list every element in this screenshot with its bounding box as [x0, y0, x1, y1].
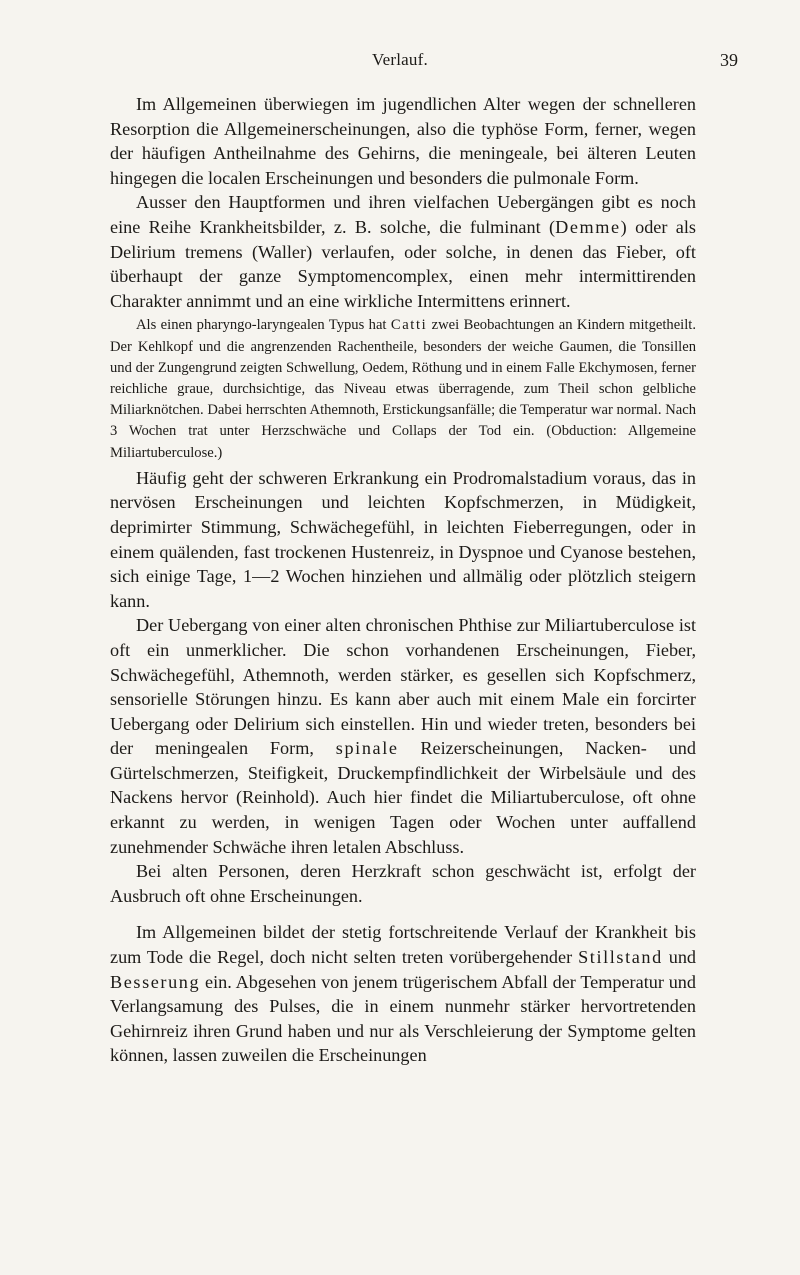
text-run: Im Allgemeinen bildet der stetig fortschreitende Verlauf der Krankheit bis zum Tode die Regel, doch nicht selten treten vorübergehender: [110, 922, 696, 968]
page-body: [110, 92, 696, 1068]
text-run: ) verlaufen, oder solche, in denen das Fieber, oft überhaupt der ganze Symptomencomplex, einen mehr intermittirenden Charakter annimmt und an eine wirkliche Intermittens erinnert.: [110, 241, 696, 311]
paragraph-4: Häufig geht der schweren Erkrankung ein Prodromalstadium voraus, das in nervösen Erscheinungen und leichten Kopfschmerzen, in Müdigkeit, deprimirter Stimmung, Schwächegefühl, in leichten Fieberregungen, oder in einem quälenden, fast trockenen Hustenreiz, in Dyspnoe und Cyanose bestehen, sich einige Tage, 1—2 Wochen hinziehen und allmälig oder plötzlich steigern kann.: [110, 467, 696, 611]
text-run: Als einen pharyngo-laryngealen Typus hat: [136, 317, 391, 334]
emphasized-term: Besserung: [110, 971, 201, 992]
text-run: Reizerscheinungen, Nacken- und Gürtelschmerzen, Steifigkeit, Druckempfindlichkeit der Wirbelsäule und des Nackens hervor (: [110, 738, 696, 808]
page-header: [0, 50, 800, 76]
paragraph-6: Bei alten Personen, deren Herzkraft schon geschwächt ist, erfolgt der Ausbruch oft ohne Erscheinungen.: [110, 861, 696, 906]
author-name: Demme: [555, 216, 621, 237]
author-name: Waller: [258, 241, 307, 262]
running-head: Verlauf.: [372, 50, 428, 69]
text-run: Ausser den Hauptformen und ihren vielfachen Uebergängen gibt es noch eine Reihe Krankheitsbilder, z. B. solche, die fulminant (: [110, 192, 696, 237]
text-run: ein. Abgesehen von jenem trügerischem Abfall der Temperatur und Verlangsamung des Pulses, die in einem nunmehr stärker hervortretenden Gehirnreiz ihren Grund haben und nur als Verschleierung der Symptome gelten können, lassen zuweilen die Erscheinungen: [110, 971, 696, 1066]
text-run: und: [662, 947, 697, 968]
text-run: ). Auch hier findet die Miliartuberculose, oft ohne erkannt zu werden, in wenigen Tagen oder Wochen unter auffallend zunehmender Schwäche ihren letalen Abschluss.: [110, 787, 696, 857]
paragraph-1: Im Allgemeinen überwiegen im jugendlichen Alter wegen der schnelleren Resorption die Allgemeinerscheinungen, also die typhöse Form, ferner, wegen der häufigen Antheilnahme des Gehirns, die meningeale, bei älteren Leuten hingegen die localen Erscheinungen und besonders die pulmonale Form.: [110, 94, 696, 188]
author-name: Reinhold: [242, 787, 309, 808]
author-name: Catti: [390, 317, 428, 334]
emphasized-term: Stillstand: [578, 947, 663, 968]
text-run: Der Uebergang von einer alten chronischen Phthise zur Miliartuberculose ist oft ein unmerklicher. Die schon vorhandenen Erscheinungen, Fieber, Schwächegefühl, Athemnoth, werden stärker, es gesellen sich Kopfschmerz, sensorielle Störungen hinzu. Es kann aber auch mit einem Male ein forcirter Uebergang oder Delirium sich einstellen. Hin und wieder treten, besonders bei der meningealen Form,: [110, 615, 696, 759]
text-run: zwei Beobachtungen an Kindern mitgetheilt. Der Kehlkopf und die angrenzenden Rachentheile, besonders der weiche Gaumen, die Tonsillen und der Zungengrund zeigten Schwellung, Oedem, Röthung und in einem Falle Ekchymosen, ferner reichliche graue, durchsichtige, das Niveau etwas überragende, zum Theil schon gelbliche Miliarknötchen. Dabei herrschten Athemnoth, Erstickungsanfälle; die Temperatur war normal. Nach 3 Wochen trat unter Herzschwäche und Collaps der Tod ein. (Obduction: Allgemeine Miliartuberculose.): [110, 317, 696, 461]
small-print-paragraph: [110, 315, 696, 463]
paragraph-7: [110, 920, 696, 1068]
page-number: 39: [720, 50, 738, 70]
text-run: ) oder als Delirium tremens (: [110, 216, 697, 262]
paragraph-5: [110, 613, 696, 859]
paragraph-2: [110, 190, 696, 313]
emphasized-term: spinale: [335, 738, 399, 759]
